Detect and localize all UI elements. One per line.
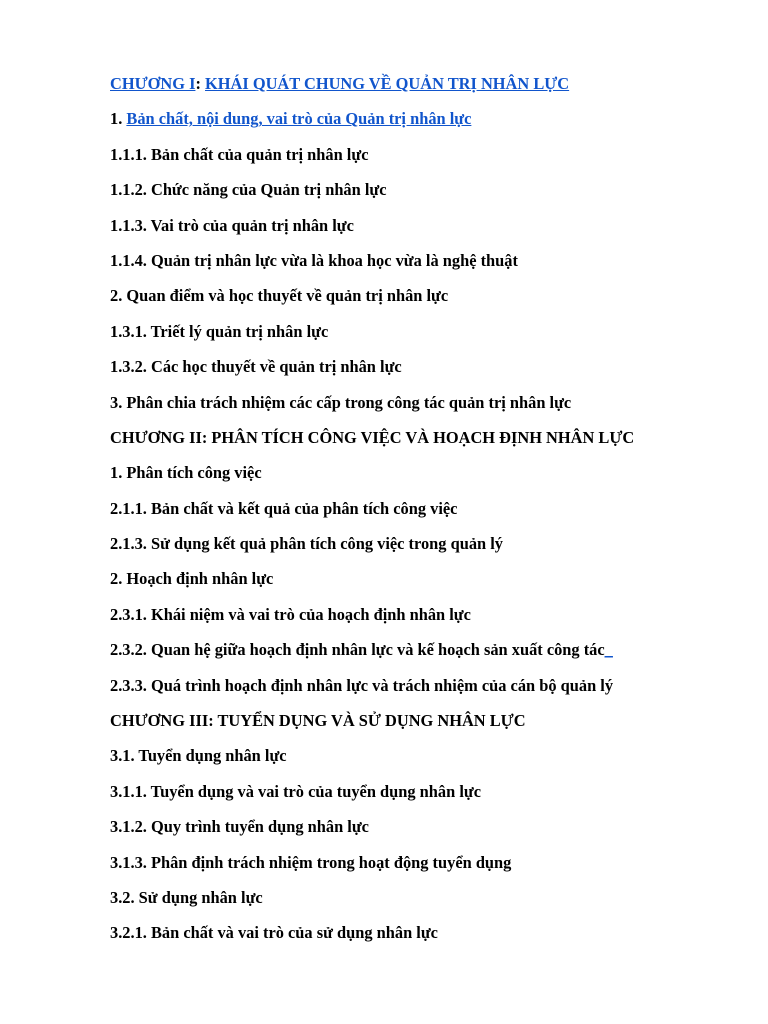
chapter-1-link[interactable]: CHƯƠNG I: [110, 74, 196, 93]
section-1-title-link[interactable]: Bản chất, nội dung, vai trò của Quản trị nhân lực: [126, 109, 472, 129]
toc-item-1-1-4: 1.1.4. Quản trị nhân lực vừa là khoa học vừa là nghệ thuật: [110, 250, 518, 270]
toc-item-1-1-2: 1.1.2. Chức năng của Quản trị nhân lực: [110, 180, 387, 200]
toc-ch2-section-2: 2. Hoạch định nhân lực: [110, 569, 274, 589]
toc-item-1-3-1: 1.3.1. Triết lý quản trị nhân lực: [110, 321, 329, 341]
toc-ch2-section-1: 1. Phân tích công việc: [110, 463, 262, 483]
toc-item-3-1: 3.1. Tuyển dụng nhân lực: [110, 746, 287, 766]
toc-item-3-2: 3.2. Sử dụng nhân lực: [110, 887, 263, 907]
chapter-1-separator: :: [195, 74, 206, 93]
toc-item-2-1-1: 2.1.1. Bản chất và kết quả của phân tích công việc: [110, 498, 458, 518]
table-of-contents: [110, 66, 750, 951]
toc-item-3-1-2: 3.1.2. Quy trình tuyển dụng nhân lực: [110, 817, 369, 837]
toc-section-3: 3. Phân chia trách nhiệm các cấp trong công tác quản trị nhân lực: [110, 392, 572, 412]
toc-chapter-1-heading: [110, 66, 750, 101]
toc-item-2-1-3: 2.1.3. Sử dụng kết quả phân tích công việc trong quản lý: [110, 534, 503, 554]
toc-item-1-1-1: 1.1.1. Bản chất của quản trị nhân lực: [110, 144, 369, 164]
toc-section-1: [110, 101, 750, 136]
toc-item-1-3-2: 1.3.2. Các học thuyết về quản trị nhân lực: [110, 357, 402, 377]
toc-item-3-2-1: 3.2.1. Bản chất và vai trò của sử dụng nhân lực: [110, 923, 438, 943]
toc-item-2-3-2: [110, 632, 750, 667]
item-2-3-2-text: 2.3.2. Quan hệ giữa hoạch định nhân lực và kế hoạch sản xuất công tác: [110, 640, 605, 660]
toc-item-3-1-1: 3.1.1. Tuyển dụng và vai trò của tuyển dụng nhân lực: [110, 781, 481, 801]
toc-item-2-3-3: 2.3.3. Quá trình hoạch định nhân lực và trách nhiệm của cán bộ quản lý: [110, 675, 614, 695]
toc-chapter-2-heading: CHƯƠNG II: PHÂN TÍCH CÔNG VIỆC VÀ HOẠCH ĐỊNH NHÂN LỰC: [110, 427, 635, 447]
chapter-1-title-link[interactable]: KHÁI QUÁT CHUNG VỀ QUẢN TRỊ NHÂN LỰC: [205, 74, 570, 93]
toc-item-3-1-3: 3.1.3. Phân định trách nhiệm trong hoạt động tuyển dụng: [110, 852, 512, 872]
toc-item-1-1-3: 1.1.3. Vai trò của quản trị nhân lực: [110, 215, 354, 235]
toc-item-2-3-1: 2.3.1. Khái niệm và vai trò của hoạch định nhân lực: [110, 604, 471, 624]
item-2-3-2-trailing-link[interactable]: _: [604, 640, 613, 660]
section-1-number: 1.: [110, 109, 127, 129]
toc-chapter-3-heading: CHƯƠNG III: TUYỂN DỤNG VÀ SỬ DỤNG NHÂN LỰC: [110, 711, 526, 731]
toc-section-2: 2. Quan điểm và học thuyết về quản trị nhân lực: [110, 286, 449, 306]
